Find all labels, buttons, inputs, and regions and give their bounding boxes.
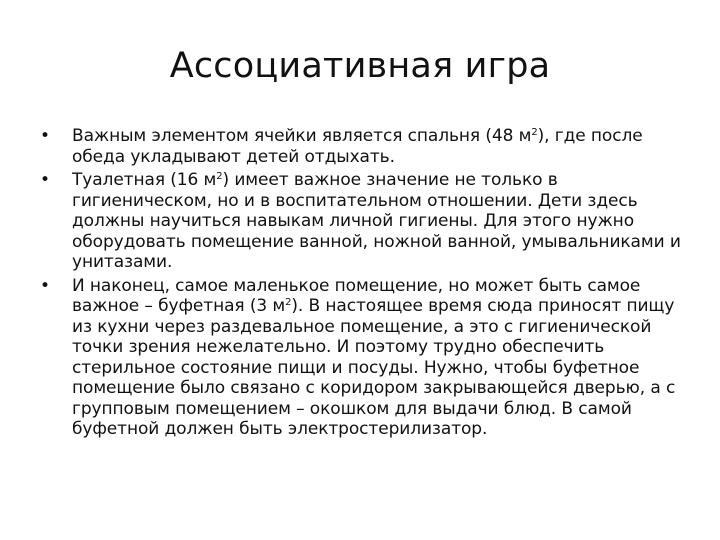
bullet-text: Туалетная (16 $м^2$) имеет важное значение не только в гигиеническом, но и в воспитательном отношении. Дети здесь должны научиться навыкам личной гигиены. Для этого нужно оборудовать помещение ванной, ножной ванной, умывальниками и унитазами.: [72, 170, 681, 272]
bullet-item: [36, 276, 696, 440]
slide-title: Ассоциативная игра: [169, 46, 551, 86]
bullet-item: [36, 126, 696, 167]
bullet-list: [36, 126, 696, 443]
bullet-text: Важным элементом ячейки является спальня (48 $м^2$), где после обеда укладывают детей отдыхать.: [72, 126, 643, 167]
bullet-dot-icon: •: [40, 275, 50, 296]
bullet-dot-icon: •: [40, 170, 50, 190]
bullet-text: И наконец, самое маленькое помещение, но может быть самое важное – буфетная (3 $м^2$). В настоящее время сюда приносят пищу из кухни через раздевальное помещение, а это с гигиенической точки зрения нежелательно. И поэтому трудно обеспечить стерильное состояние пищи и посуды. Нужно, чтобы буфетное помещение было связано с коридором закрывающейся дверью, а с групповым помещением – окошком для выдачи блюд. В самой буфетной должен быть электростерилизатор.: [72, 275, 676, 439]
bullet-item: [36, 170, 696, 273]
bullet-dot-icon: •: [40, 126, 50, 146]
